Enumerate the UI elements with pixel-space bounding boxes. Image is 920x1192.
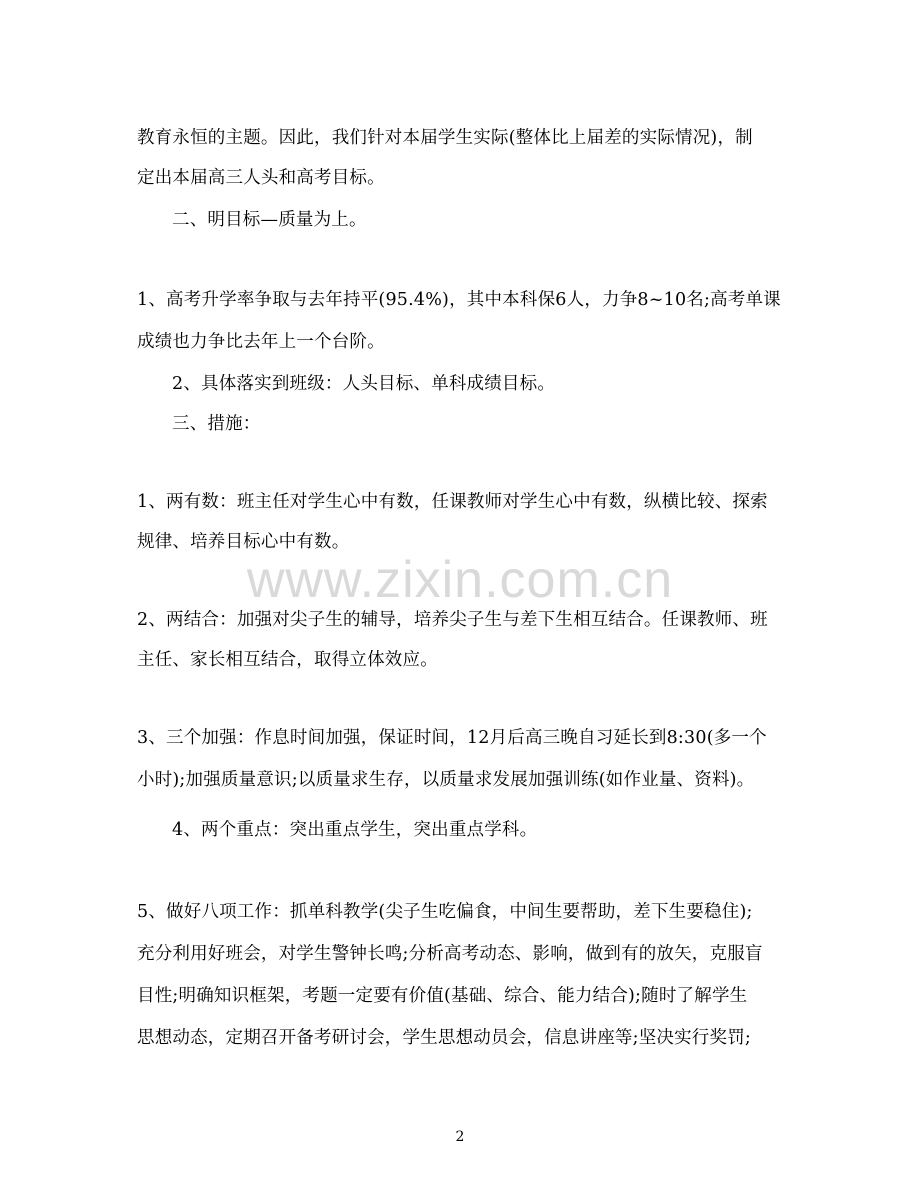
paragraph-line: 规律、培养目标心中有数。 [137, 532, 350, 552]
section-heading: 三、措施： [172, 414, 261, 434]
paragraph-line: 2、具体落实到班级：人头目标、单科成绩目标。 [172, 374, 556, 394]
paragraph-line: 主任、家长相互结合，取得立体效应。 [137, 650, 438, 670]
paragraph-line: 3、三个加强：作息时间加强，保证时间，12月后高三晚自习延长到8:30(多一个 [137, 728, 767, 748]
paragraph-line: 5、做好八项工作：抓单科教学(尖子生吃偏食，中间生要帮助，差下生要稳住); [137, 902, 753, 922]
paragraph-line: 1、两有数：班主任对学生心中有数，任课教师对学生心中有数，纵横比较、探索 [137, 492, 768, 512]
paragraph-line: 定出本届高三人头和高考目标。 [137, 168, 385, 188]
paragraph-line: 思想动态，定期召开备考研讨会，学生思想动员会，信息讲座等;坚决实行奖罚; [137, 1028, 751, 1048]
page-number: 2 [455, 1129, 465, 1145]
paragraph-line: 充分利用好班会，对学生警钟长鸣;分析高考动态、影响，做到有的放矢，克服盲 [137, 944, 763, 964]
paragraph-line: 教育永恒的主题。因此，我们针对本届学生实际(整体比上届差的实际情况)，制 [137, 128, 753, 148]
section-heading: 二、明目标—质量为上。 [172, 210, 367, 230]
paragraph-line: 目性;明确知识框架，考题一定要有价值(基础、综合、能力结合);随时了解学生 [137, 986, 748, 1006]
paragraph-line: 小时);加强质量意识;以质量求生存，以质量求发展加强训练(如作业量、资料)。 [137, 770, 755, 790]
paragraph-line: 4、两个重点：突出重点学生，突出重点学科。 [172, 820, 538, 840]
watermark: www.zixin.com.cn [246, 551, 674, 609]
paragraph-line: 1、高考升学率争取与去年持平(95.4%)，其中本科保6人，力争8~10名;高考单课 [137, 290, 781, 310]
paragraph-line: 2、两结合：加强对尖子生的辅导，培养尖子生与差下生相互结合。任课教师、班 [137, 610, 768, 630]
paragraph-line: 成绩也力争比去年上一个台阶。 [137, 332, 385, 352]
